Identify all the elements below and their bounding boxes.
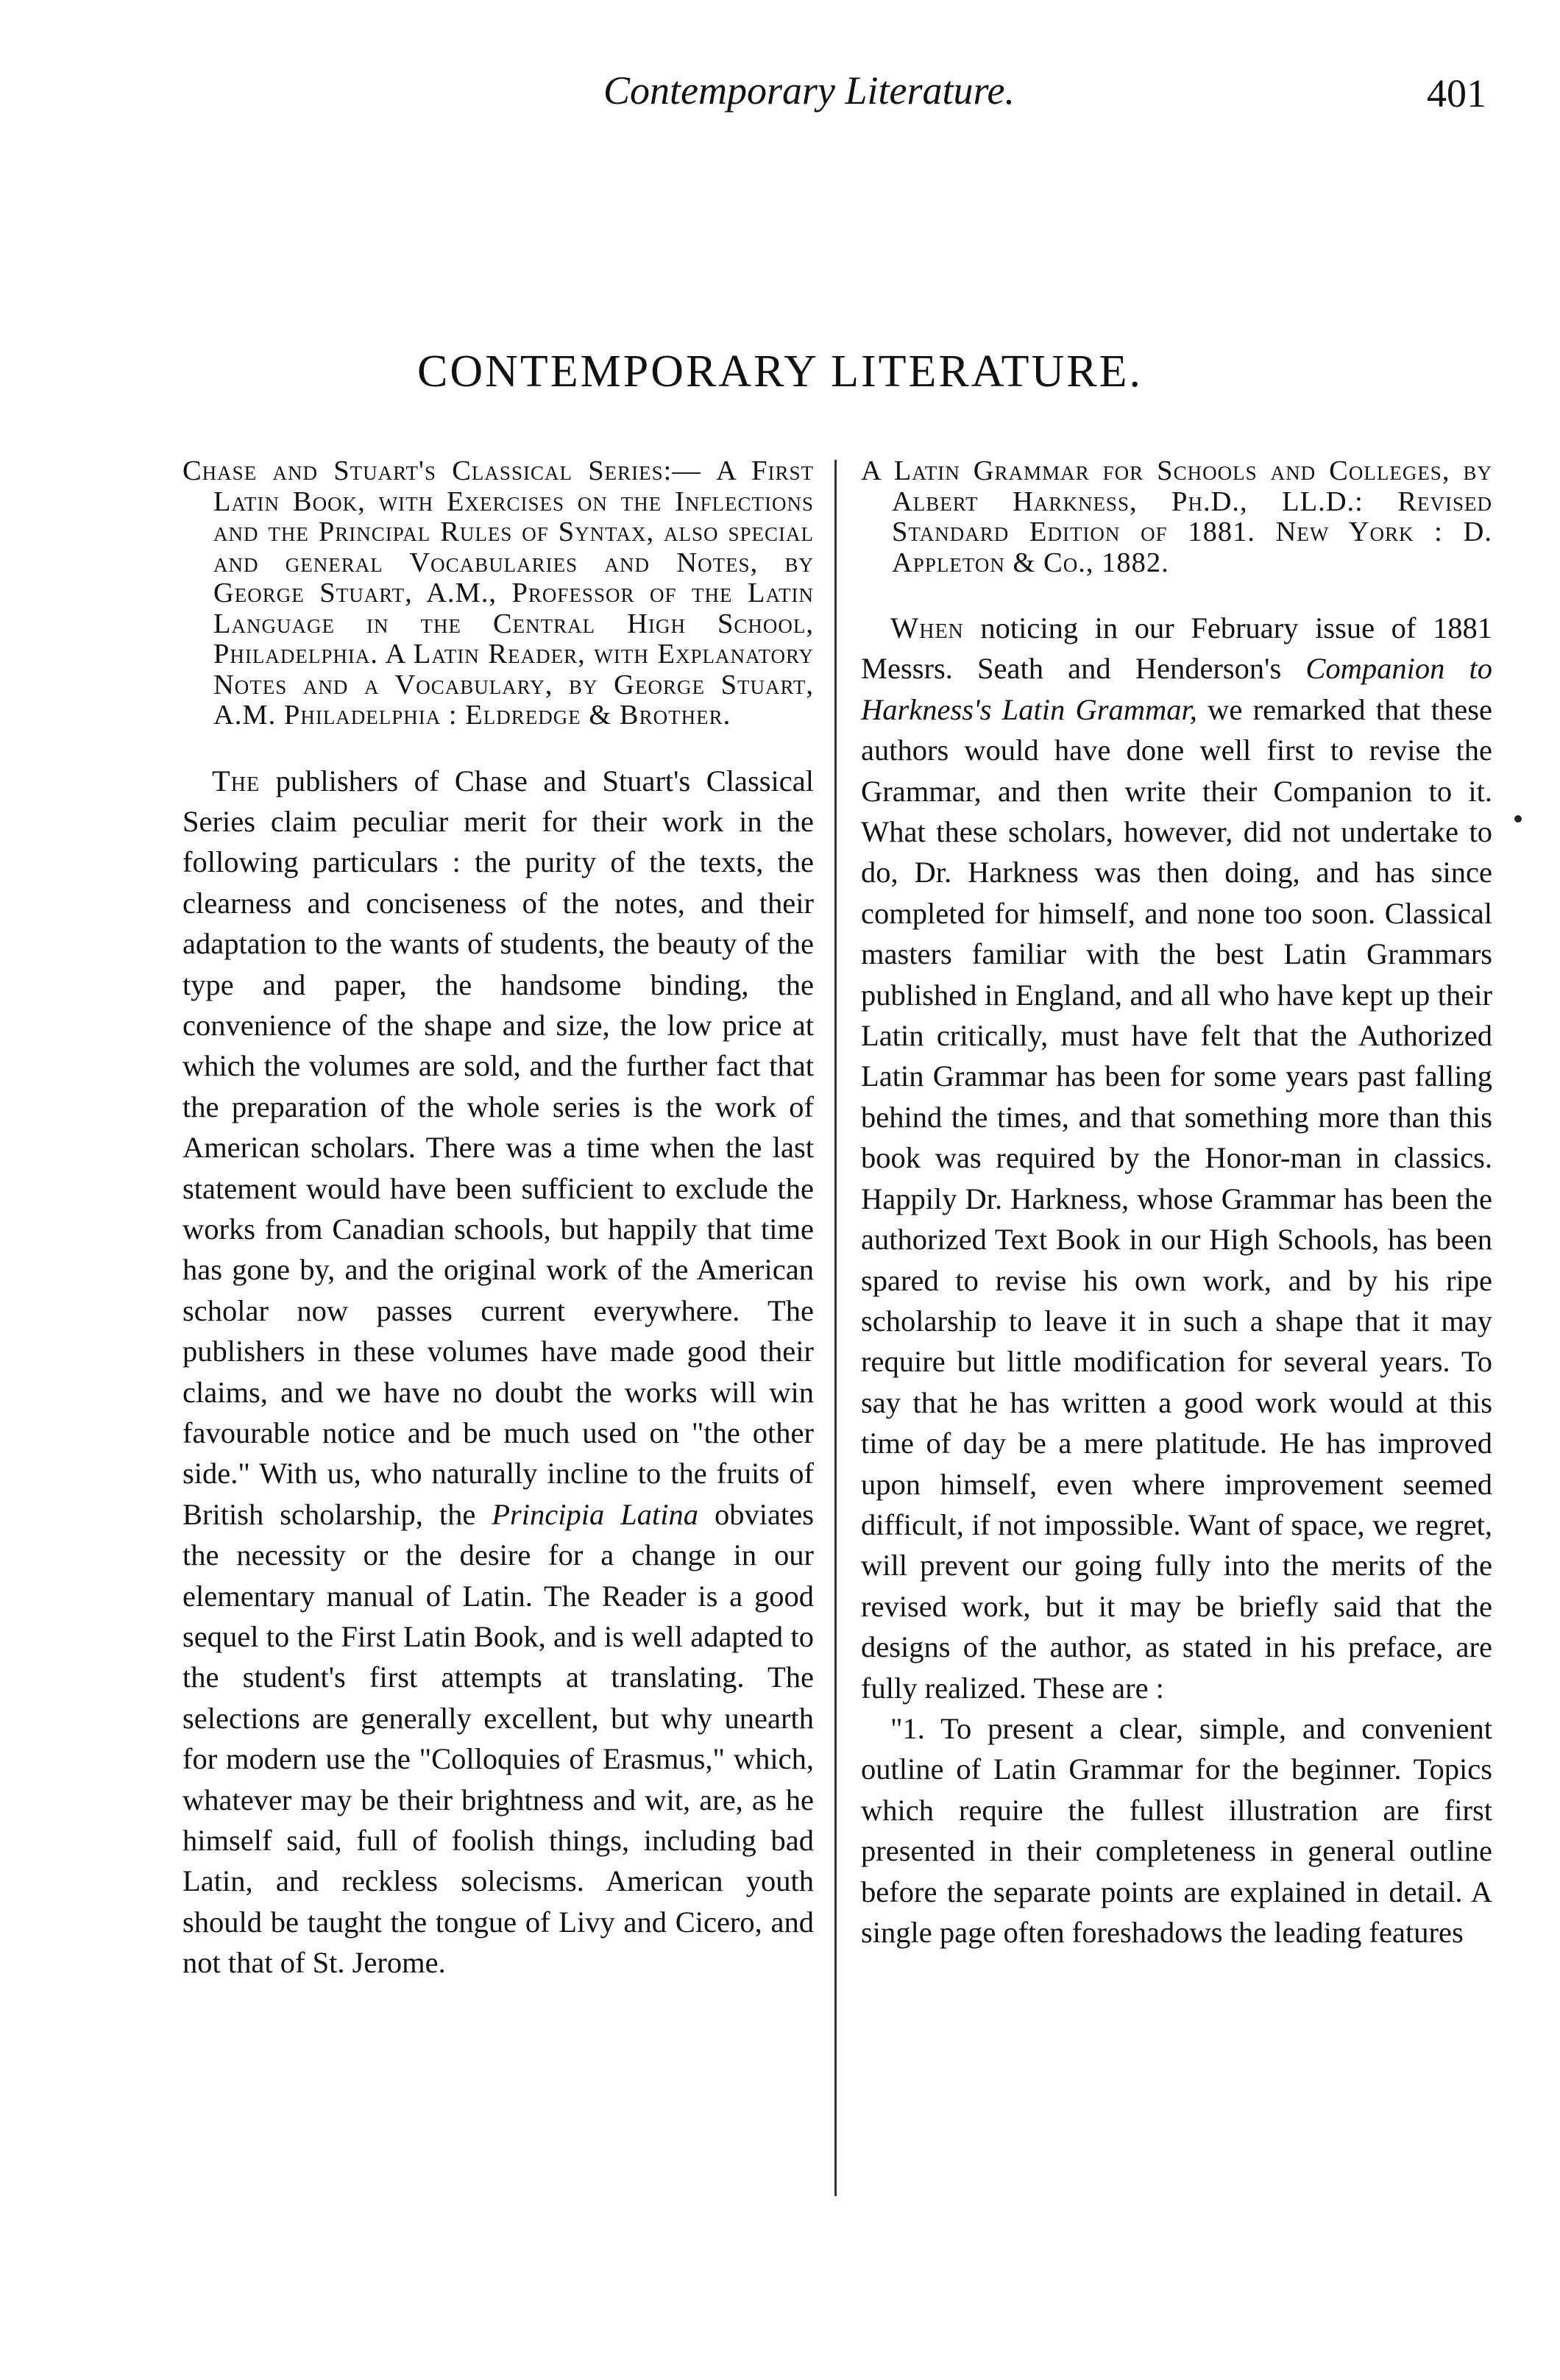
- running-head: Contemporary Literature.: [603, 68, 1015, 113]
- left-review-heading: [182, 456, 814, 731]
- column-divider: [834, 460, 837, 2196]
- page-number: 401: [1427, 71, 1486, 116]
- left-review-text-2: obviates the necessity or the desire for a change in our elementary manual of Latin. The Reader is a good sequel to the First Latin Book, and is well adapted to the student's first attempts at translating. The selections are generally excellent, but why unearth for modern use the "Colloquies of Erasmus," which, whatever may be their brightness and wit, are, as he himself said, full of foolish things, including bad Latin, and reckless solecisms. American youth should be taught the tongue of Livy and Cicero, and not that of St. Jerome.: [182, 1497, 814, 1980]
- right-review-quote: "1. To present a clear, simple, and convenient outline of Latin Grammar for the beginner. Topics which require the fullest illustration are first presented in their completeness in general outline before the separate points are explained in detail. A single page often foreshadows the leading features: [861, 1711, 1492, 1949]
- right-review-body: [861, 608, 1492, 1708]
- left-heading-details: A First Latin Book, with Exercises on the Inflections and the Principal Rules of Syntax, also special and general Vocabularies and Notes, by George Stuart, A.M., Professor of the Latin Language in the Central High School, Philadelphia. A Latin Reader, with Explanatory Notes and a Vocabulary, by George Stuart, A.M. Philadelphia : Eldredge & Brother.: [213, 455, 815, 731]
- left-review-opening: The: [212, 764, 260, 798]
- right-heading-details: A Latin Grammar for Schools and Colleges, by Albert Harkness, Ph.D., LL.D.: Revised Standard Edition of 1881. New York : D. Appleton & Co., 1882.: [861, 455, 1492, 578]
- left-review-italic: Principia Latina: [492, 1497, 699, 1531]
- right-review-text-2: we remarked that these authors would have done well first to revise the Grammar, and then write their Companion to it. What these scholars, however, did not undertake to do, Dr. Harkness was then doing, and has since completed for himself, and none too soon. Classical masters familiar with the best Latin Grammars published in England, and all who have kept up their Latin critically, must have felt that the Authorized Latin Grammar has been for some years past falling behind the times, and that something more than this book was required by the Honor-man in classics. Happily Dr. Harkness, whose Grammar has been the authorized Text Book in our High Schools, has been spared to revise his own work, and by his ripe scholarship to leave it in such a shape that it may require but little modification for several years. To say that he has written a good work would at this time of day be a mere platitude. He has improved upon himself, even where improvement seemed difficult, if not impossible. Want of space, we regret, will prevent our going fully into the merits of the revised work, but it may be briefly said that the designs of the author, as stated in his preface, are fully realized. These are :: [861, 692, 1492, 1705]
- right-column: [861, 456, 1492, 1953]
- left-review-text-1: publishers of Chase and Stuart's Classical Series claim peculiar merit for their work in the following particulars : the purity of the texts, the clearness and conciseness of the notes, and their adaptation to the wants of students, the beauty of the type and paper, the handsome binding, the convenience of the shape and size, the low price at which the volumes are sold, and the further fact that the preparation of the whole series is the work of American scholars. There was a time when the last statement would have been sufficient to exclude the works from Canadian schools, but happily that time has gone by, and the original work of the American scholar now passes current everywhere. The publishers in these volumes have made good their claims, and we have no doubt the works will win favourable notice and be much used on "the other side." With us, who naturally incline to the fruits of British scholarship, the: [182, 764, 814, 1531]
- left-review-body: [182, 761, 814, 1983]
- left-column: [182, 456, 814, 1983]
- right-review-heading: [861, 456, 1492, 578]
- right-review-opening: When: [890, 611, 964, 644]
- section-title: CONTEMPORARY LITERATURE.: [417, 347, 1143, 397]
- right-review-text-1: noticing in our February issue of 1881 Messrs. Seath and Henderson's: [861, 611, 1492, 686]
- left-heading-series: Chase and Stuart's Classical Series:—: [182, 455, 701, 486]
- right-review-italic: Companion to Harkness's Latin Grammar,: [861, 652, 1493, 726]
- ink-speck: [1514, 815, 1522, 823]
